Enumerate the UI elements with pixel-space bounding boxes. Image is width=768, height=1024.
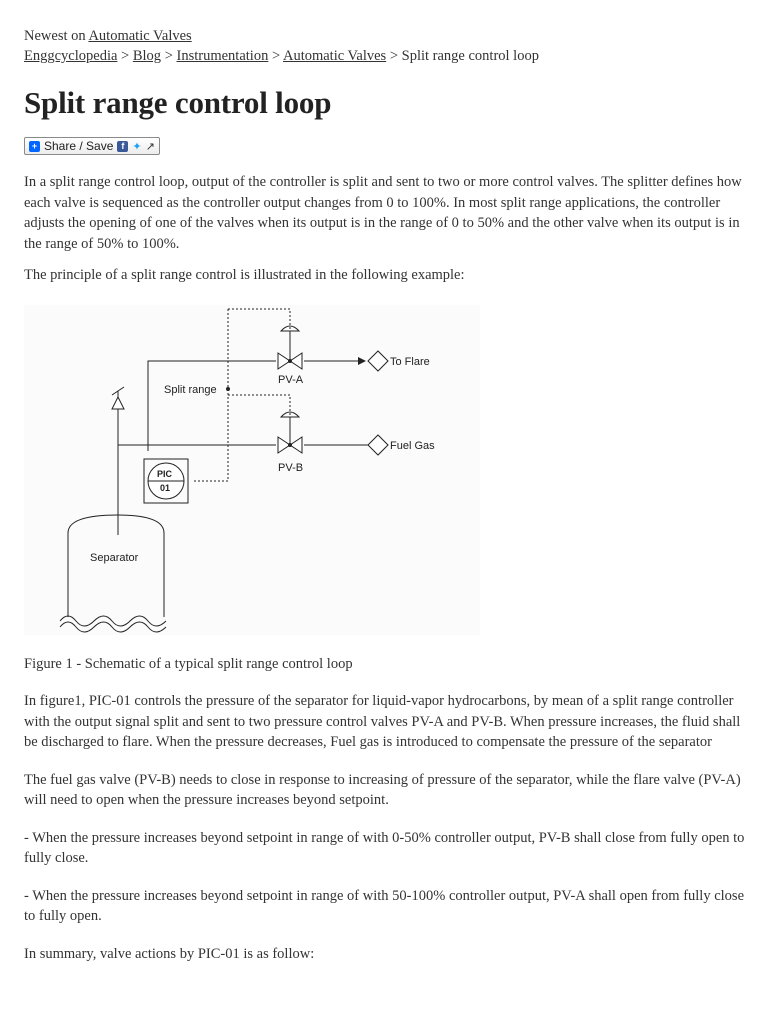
breadcrumb-separator: > bbox=[164, 48, 173, 64]
split-range-dot bbox=[226, 387, 230, 391]
fuel-gas-paragraph: The fuel gas valve (PV-B) needs to close in response to increasing of pressure of the separator, while the flare valve (PV-A) will need to open when the pressure increases beyond setpoint. bbox=[24, 771, 741, 808]
label-pv-a: PV-A bbox=[278, 373, 304, 386]
facebook-icon[interactable]: f bbox=[117, 141, 128, 152]
newest-prefix: Newest on bbox=[24, 28, 86, 44]
twitter-icon[interactable]: ✦ bbox=[132, 140, 142, 153]
signal-line-pv-a bbox=[228, 309, 290, 331]
breadcrumb-item-blog[interactable]: Blog bbox=[132, 48, 162, 64]
label-split-range: Split range bbox=[164, 383, 217, 396]
relief-valve-body bbox=[112, 397, 124, 409]
bullet-pv-b: - When the pressure increases beyond setpoint in range of with 0-50% controller output, PV-B shall close from fully open to fully close. bbox=[24, 829, 745, 866]
signal-line-pv-b bbox=[228, 395, 290, 417]
share-save-label: Share / Save bbox=[44, 139, 114, 153]
label-pic: PIC bbox=[157, 468, 173, 479]
summary-paragraph: In summary, valve actions by PIC-01 is as follow: bbox=[24, 945, 315, 962]
schematic-diagram bbox=[24, 305, 480, 635]
label-fuel-gas: Fuel Gas bbox=[390, 439, 435, 452]
breadcrumb-separator: > bbox=[271, 48, 281, 64]
flare-arrow bbox=[358, 357, 366, 365]
label-separator: Separator bbox=[90, 551, 139, 564]
intro-paragraph: In a split range control loop, output of the controller is split and sent to two or more control valves. The splitter defines how each valve is sequenced as the controller output changes from 0 to 100%. In most split range applications, the controller adjusts the opening of one of the valves when its output is in the range of 0 to 50% and the other valve when its output is in the range of 50% to 100%. bbox=[24, 174, 742, 252]
breadcrumb-item-enggcyclopedia[interactable]: Enggcyclopedia bbox=[24, 48, 118, 64]
principle-paragraph: The principle of a split range control is illustrated in the following example: bbox=[24, 267, 465, 283]
breadcrumb-item-instrumentation[interactable]: Instrumentation bbox=[176, 48, 269, 64]
breadcrumb bbox=[24, 46, 746, 66]
label-to-flare: To Flare bbox=[390, 355, 430, 368]
figure-caption: Figure 1 - Schematic of a typical split range control loop bbox=[24, 655, 353, 672]
bullet-pv-a: - When the pressure increases beyond setpoint in range of with 50-100% controller output, PV-A shall open from fully close to fully open. bbox=[24, 887, 745, 924]
fuel-gas-diamond bbox=[368, 435, 388, 455]
separator-vessel bbox=[68, 515, 164, 617]
valve-pv-b-center bbox=[288, 443, 292, 447]
plus-icon: + bbox=[29, 141, 40, 152]
breadcrumb-separator: > bbox=[389, 48, 399, 64]
breadcrumb-item-automatic-valves[interactable]: Automatic Valves bbox=[282, 48, 387, 64]
figure1-paragraph: In figure1, PIC-01 controls the pressure of the separator for liquid-vapor hydrocarbons, by mean of a split range controller with the output signal split and sent to two pressure control valves PV-A and PV-B. When pressure increases, the fluid shall be discharged to flare. When the pressure decreases, Fuel gas is introduced to compensate the pressure of the separator bbox=[24, 693, 741, 750]
share-arrow-icon[interactable]: ↗ bbox=[145, 140, 155, 153]
newest-line bbox=[24, 26, 746, 46]
page-title: Split range control loop bbox=[24, 85, 332, 120]
newest-link[interactable]: Automatic Valves bbox=[88, 28, 192, 44]
separator-base-line bbox=[60, 616, 166, 626]
process-line-flare bbox=[148, 361, 276, 451]
label-pic-number: 01 bbox=[160, 482, 171, 493]
breadcrumb-separator: > bbox=[121, 48, 130, 64]
flare-diamond bbox=[368, 351, 388, 371]
valve-pv-a-center bbox=[288, 359, 292, 363]
breadcrumb-current: Split range control loop bbox=[401, 48, 539, 64]
figure-split-range-schematic bbox=[24, 305, 480, 635]
share-save-button[interactable] bbox=[24, 137, 160, 155]
label-pv-b: PV-B bbox=[278, 461, 304, 474]
